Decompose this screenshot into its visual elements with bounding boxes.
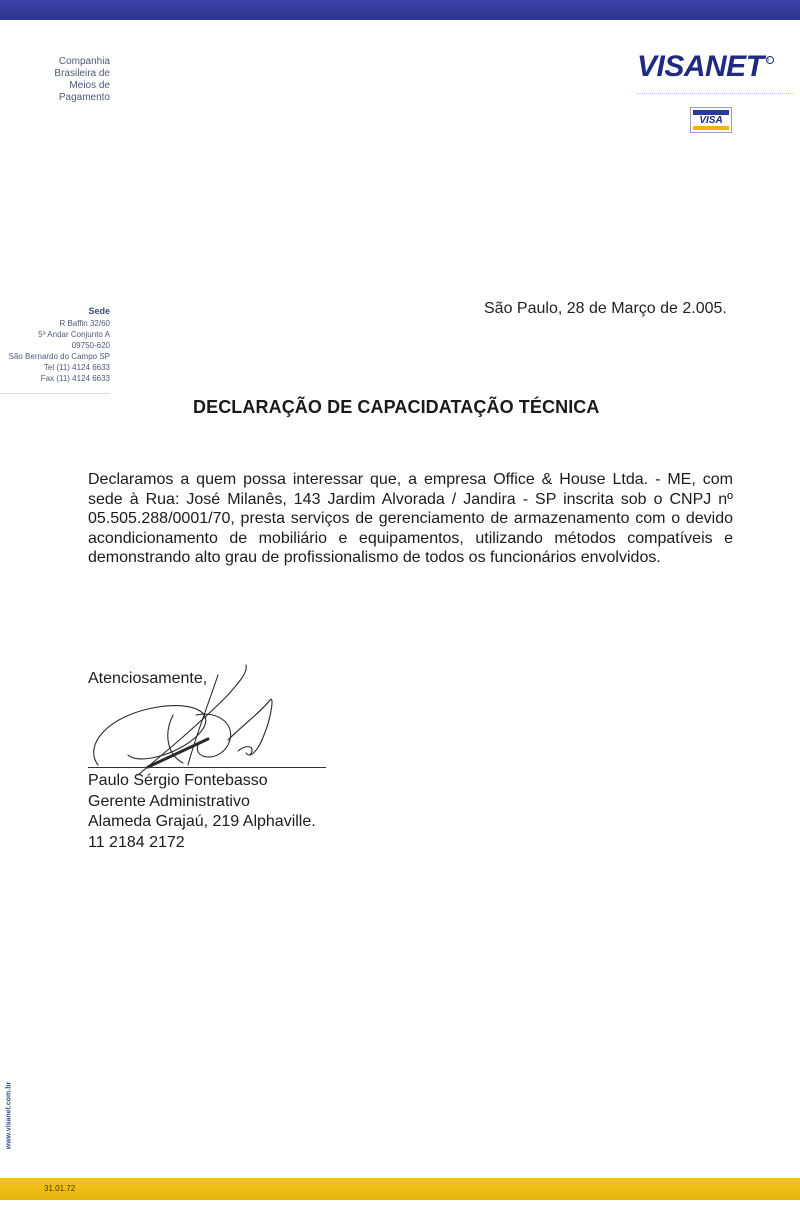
document-code: 31.01.72 (44, 1184, 76, 1193)
letter-closing: Atenciosamente, (88, 670, 208, 687)
signer-phone: 11 2184 2172 (88, 833, 185, 851)
logo-text: VISANET (637, 50, 764, 83)
sede-divider (0, 393, 110, 394)
sede-line: Fax (11) 4124 6633 (40, 374, 110, 383)
sede-line: São Bernardo do Campo SP (8, 352, 110, 361)
letter-date: São Paulo, 28 de Março de 2.005. (484, 300, 727, 317)
sede-title: Sede (88, 306, 110, 316)
letter-title: DECLARAÇÃO DE CAPACIDATAÇÃO TÉCNICA (193, 397, 600, 417)
sede-line: 5º Andar Conjunto A (38, 330, 110, 339)
visanet-logo (637, 50, 793, 86)
logo-divider (637, 93, 793, 94)
registered-mark-icon: R (766, 56, 774, 64)
company-line: Meios de (69, 80, 110, 91)
signature-line (88, 767, 326, 768)
card-stripe-bottom (693, 126, 729, 130)
sede-line: 09750-620 (71, 341, 110, 350)
sede-line: R Baffin 32/60 (59, 319, 110, 328)
visa-card-icon (690, 107, 732, 133)
company-line: Pagamento (58, 92, 110, 103)
visa-card-label: VISA (699, 115, 723, 126)
bottom-brand-bar (0, 1178, 800, 1200)
company-line: Companhia (58, 56, 110, 67)
headquarters-address (0, 306, 110, 384)
signer-block (88, 771, 316, 853)
side-website-url: www.visanet.com.br (5, 1081, 13, 1150)
signer-role: Gerente Administrativo (88, 792, 250, 810)
letter-body: Declaramos a quem possa interessar que, a empresa Office & House Ltda. - ME, com sede à Rua: José Milanês, 143 Jardim Alvorada / Jandira - SP inscrita sob o CNPJ nº 05.505.288/0001/70, presta serviços de gerenciamento de armazenamento com o devido acondicionamento de mobiliário e equipamentos, utilizando métodos compatíveis e demonstrando alto grau de profissionalismo de todos os funcionários envolvidos. (88, 471, 733, 566)
signer-name: Paulo Sérgio Fontebasso (88, 772, 268, 789)
company-description (0, 56, 110, 104)
top-brand-bar (0, 0, 800, 20)
sede-line: Tel (11) 4124 6633 (43, 363, 110, 372)
signer-address: Alameda Grajaú, 219 Alphaville. (88, 813, 316, 830)
company-line: Brasileira de (54, 68, 110, 79)
